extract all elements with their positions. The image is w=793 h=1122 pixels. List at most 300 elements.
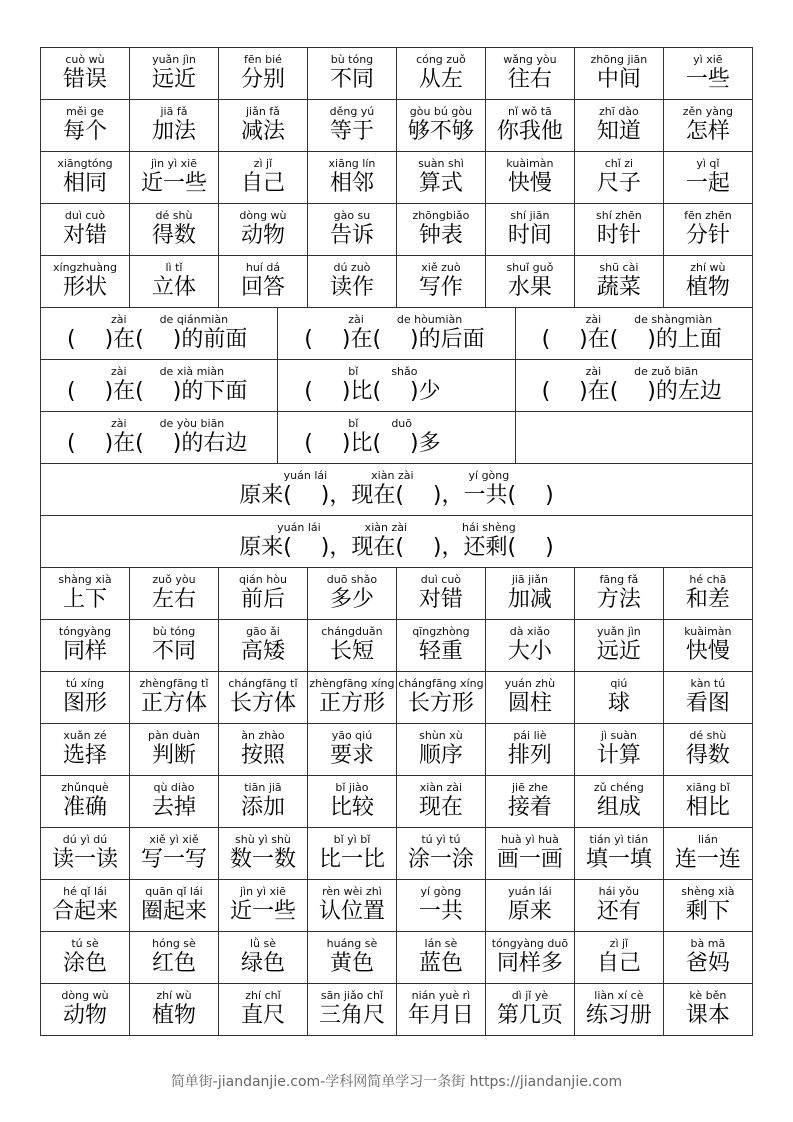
hanzi: 判断 xyxy=(151,743,196,768)
word-cell xyxy=(396,204,485,256)
word-cell xyxy=(396,256,485,308)
pinyin: kuàimàn xyxy=(684,625,732,638)
pinyin: zhī dào xyxy=(599,105,639,118)
hanzi: 动物 xyxy=(62,1003,107,1028)
word-cell xyxy=(574,776,663,828)
hanzi: 告诉 xyxy=(329,223,374,248)
word-cell xyxy=(307,48,396,100)
hanzi: 同样 xyxy=(62,639,107,664)
word-cell xyxy=(485,880,574,932)
word-cell xyxy=(396,828,485,880)
word-cell xyxy=(663,880,752,932)
hanzi: 剩下 xyxy=(685,899,730,924)
pinyin: tú yì tú xyxy=(421,833,461,846)
word-cell xyxy=(396,672,485,724)
hanzi: ( )在( )的左边 xyxy=(541,379,722,404)
hanzi: 一些 xyxy=(685,67,730,92)
hanzi: 相同 xyxy=(62,171,107,196)
word-cell xyxy=(485,100,574,152)
hanzi: 第几页 xyxy=(496,1003,563,1028)
hanzi: 合起来 xyxy=(51,899,118,924)
hanzi: 长方形 xyxy=(407,691,474,716)
word-cell xyxy=(41,100,130,152)
pinyin: bǐ duō xyxy=(348,417,413,430)
hanzi: 多少 xyxy=(329,587,374,612)
hanzi: 高矮 xyxy=(240,639,285,664)
word-cell xyxy=(574,880,663,932)
word-row xyxy=(41,100,753,152)
hanzi: ( )在( )的下面 xyxy=(67,379,248,404)
pinyin: lán sè xyxy=(424,937,458,950)
word-cell xyxy=(129,828,218,880)
hanzi: 得数 xyxy=(151,223,196,248)
word-row xyxy=(41,152,753,204)
word-cell xyxy=(396,100,485,152)
word-cell xyxy=(129,984,218,1036)
pinyin: shū cài xyxy=(599,261,639,274)
word-cell xyxy=(218,152,307,204)
hanzi: 蓝色 xyxy=(418,951,463,976)
pinyin: gòu bú gòu xyxy=(409,105,473,118)
pinyin: yuán lái xiàn zài hái shèng xyxy=(277,521,516,534)
word-cell xyxy=(129,204,218,256)
hanzi: 回答 xyxy=(240,275,285,300)
pinyin: tóngyàng duō xyxy=(491,937,569,950)
hanzi: 涂色 xyxy=(62,951,107,976)
word-cell xyxy=(218,568,307,620)
hanzi: 形状 xyxy=(62,275,107,300)
word-cell xyxy=(396,984,485,1036)
hanzi: 黄色 xyxy=(329,951,374,976)
hanzi: 不同 xyxy=(329,67,374,92)
hanzi: 添加 xyxy=(240,795,285,820)
pinyin: dú zuò xyxy=(333,261,371,274)
hanzi: 蔬菜 xyxy=(596,275,641,300)
pinyin xyxy=(516,418,752,430)
word-cell xyxy=(41,724,130,776)
pinyin: cóng zuǒ xyxy=(416,53,466,66)
phrase-cell xyxy=(515,308,752,360)
hanzi: 远近 xyxy=(596,639,641,664)
word-cell xyxy=(41,48,130,100)
word-cell xyxy=(218,620,307,672)
pinyin: nǐ wǒ tā xyxy=(508,105,552,118)
vocabulary-table-body xyxy=(41,48,753,1036)
pinyin: qīngzhòng xyxy=(412,625,470,638)
hanzi: ( )在( )的上面 xyxy=(541,327,722,352)
pinyin: zhí chǐ xyxy=(245,989,281,1002)
pinyin: bǐ shǎo xyxy=(348,365,418,378)
pinyin: zhí wù xyxy=(690,261,726,274)
word-cell xyxy=(663,828,752,880)
pinyin: duì cuò xyxy=(64,209,106,222)
hanzi: 圆柱 xyxy=(507,691,552,716)
pinyin: yuán lái xyxy=(508,885,552,898)
word-cell xyxy=(396,724,485,776)
word-cell xyxy=(485,672,574,724)
word-cell xyxy=(307,100,396,152)
phrase-cell xyxy=(515,412,752,464)
word-row xyxy=(41,568,753,620)
hanzi: 怎样 xyxy=(685,119,730,144)
word-row xyxy=(41,724,753,776)
pinyin: shuǐ guǒ xyxy=(506,261,554,274)
hanzi: 爸妈 xyxy=(685,951,730,976)
pinyin: zhí wù xyxy=(156,989,192,1002)
word-cell xyxy=(307,152,396,204)
pinyin: bǐ yì bǐ xyxy=(333,833,371,846)
pinyin: chángduǎn xyxy=(321,625,383,638)
pinyin: zhǔnquè xyxy=(61,781,109,794)
word-cell xyxy=(663,984,752,1036)
hanzi: 原来( )，现在( )，还剩( ) xyxy=(239,535,554,560)
pinyin: tú xíng xyxy=(65,677,105,690)
vocabulary-table xyxy=(40,47,753,1036)
word-cell xyxy=(396,568,485,620)
word-cell xyxy=(485,776,574,828)
hanzi: 前后 xyxy=(240,587,285,612)
word-row xyxy=(41,880,753,932)
word-cell xyxy=(485,204,574,256)
pinyin: zěn yàng xyxy=(682,105,733,118)
phrase-cell xyxy=(515,360,752,412)
word-cell xyxy=(307,620,396,672)
pinyin: wǎng yòu xyxy=(503,53,557,66)
word-cell xyxy=(663,932,752,984)
pinyin: dé shù xyxy=(155,209,193,222)
pinyin: qián hòu xyxy=(239,573,287,586)
word-cell xyxy=(307,932,396,984)
word-cell xyxy=(574,724,663,776)
pinyin: shù yì shù xyxy=(235,833,291,846)
pinyin: shèng xià xyxy=(681,885,735,898)
hanzi: 按照 xyxy=(240,743,285,768)
word-cell xyxy=(663,620,752,672)
pinyin: dé shù xyxy=(689,729,727,742)
pinyin: duì cuò xyxy=(420,573,462,586)
hanzi: 写一写 xyxy=(140,847,207,872)
pinyin: xuǎn zé xyxy=(63,729,107,742)
hanzi: 对错 xyxy=(418,587,463,612)
phrase-row xyxy=(41,412,753,464)
pinyin: chángfāng xíng xyxy=(398,677,484,690)
pinyin: dú yì dú xyxy=(62,833,108,846)
pinyin: bù tóng xyxy=(330,53,374,66)
word-cell xyxy=(396,932,485,984)
word-cell xyxy=(574,204,663,256)
hanzi: 等于 xyxy=(329,119,374,144)
pinyin: qiú xyxy=(610,677,628,690)
word-row xyxy=(41,776,753,828)
word-cell xyxy=(218,880,307,932)
word-cell xyxy=(663,204,752,256)
hanzi: 往右 xyxy=(507,67,552,92)
word-cell xyxy=(218,724,307,776)
word-cell xyxy=(307,984,396,1036)
hanzi: 填一填 xyxy=(585,847,652,872)
pinyin: xiāng lín xyxy=(328,157,376,170)
pinyin: zài de shàngmiàn xyxy=(585,313,713,326)
word-cell xyxy=(574,152,663,204)
word-cell xyxy=(663,724,752,776)
hanzi: ( )比( )多 xyxy=(304,431,441,456)
hanzi: 植物 xyxy=(151,1003,196,1028)
hanzi: 加减 xyxy=(507,587,552,612)
word-cell xyxy=(218,48,307,100)
hanzi: 对错 xyxy=(62,223,107,248)
hanzi: 大小 xyxy=(507,639,552,664)
hanzi: 年月日 xyxy=(407,1003,474,1028)
pinyin: fēn zhēn xyxy=(684,209,732,222)
word-cell xyxy=(574,984,663,1036)
word-cell xyxy=(663,100,752,152)
word-cell xyxy=(41,932,130,984)
hanzi: 计算 xyxy=(596,743,641,768)
hanzi: 够不够 xyxy=(407,119,474,144)
word-cell xyxy=(41,256,130,308)
word-cell xyxy=(307,256,396,308)
phrase-cell xyxy=(278,412,515,464)
word-cell xyxy=(663,568,752,620)
pinyin: fāng fǎ xyxy=(599,573,639,586)
pinyin: qù diào xyxy=(153,781,195,794)
pinyin: pàn duàn xyxy=(148,729,200,742)
hanzi: 图形 xyxy=(62,691,107,716)
word-cell xyxy=(41,620,130,672)
word-cell xyxy=(129,152,218,204)
phrase-cell xyxy=(41,360,278,412)
hanzi: 算式 xyxy=(418,171,463,196)
hanzi: 原来( )，现在( )，一共( ) xyxy=(239,483,554,508)
hanzi: 球 xyxy=(607,691,630,716)
pinyin: bù tóng xyxy=(152,625,196,638)
hanzi: 数一数 xyxy=(229,847,296,872)
word-cell xyxy=(485,828,574,880)
word-cell xyxy=(574,568,663,620)
word-cell xyxy=(218,776,307,828)
hanzi: 接着 xyxy=(507,795,552,820)
word-cell xyxy=(307,568,396,620)
pinyin: dòng wù xyxy=(239,209,287,222)
hanzi: 近一些 xyxy=(140,171,207,196)
pinyin: tú sè xyxy=(71,937,99,950)
pinyin: měi ge xyxy=(66,105,104,118)
word-row xyxy=(41,828,753,880)
hanzi: 方法 xyxy=(596,587,641,612)
pinyin: zài de xià miàn xyxy=(111,365,225,378)
pinyin: tiān jiā xyxy=(244,781,282,794)
pinyin: hái yǒu xyxy=(598,885,640,898)
word-cell xyxy=(574,100,663,152)
word-cell xyxy=(574,620,663,672)
word-cell xyxy=(396,776,485,828)
word-cell xyxy=(485,620,574,672)
phrase-cell xyxy=(41,308,278,360)
word-cell xyxy=(41,984,130,1036)
word-cell xyxy=(129,256,218,308)
pinyin: jiǎn fǎ xyxy=(245,105,280,118)
hanzi: 练习册 xyxy=(585,1003,652,1028)
word-cell xyxy=(218,984,307,1036)
hanzi: 每个 xyxy=(62,119,107,144)
hanzi: 认位置 xyxy=(318,899,385,924)
hanzi: 时针 xyxy=(596,223,641,248)
pinyin: shùn xù xyxy=(419,729,463,742)
pinyin: gāo ǎi xyxy=(246,625,280,638)
pinyin: jìn yì xiē xyxy=(239,885,286,898)
word-cell xyxy=(41,204,130,256)
word-cell xyxy=(396,880,485,932)
hanzi: 上下 xyxy=(62,587,107,612)
word-row xyxy=(41,48,753,100)
hanzi: 选择 xyxy=(62,743,107,768)
pinyin: zài de qiánmiàn xyxy=(111,313,229,326)
hanzi: 现在 xyxy=(418,795,463,820)
hanzi: 一起 xyxy=(685,171,730,196)
pinyin: kuàimàn xyxy=(506,157,554,170)
word-row xyxy=(41,204,753,256)
pinyin: zuǒ yòu xyxy=(152,573,196,586)
word-cell xyxy=(129,776,218,828)
word-cell xyxy=(129,100,218,152)
hanzi: 知道 xyxy=(596,119,641,144)
pinyin: zhōngbiǎo xyxy=(412,209,470,222)
pinyin: zǔ chéng xyxy=(593,781,644,794)
pinyin: jiā jiǎn xyxy=(511,573,548,586)
pinyin: hóng sè xyxy=(152,937,196,950)
hanzi: 正方体 xyxy=(140,691,207,716)
word-cell xyxy=(663,672,752,724)
hanzi: 涂一涂 xyxy=(407,847,474,872)
hanzi: 立体 xyxy=(151,275,196,300)
hanzi: 从左 xyxy=(418,67,463,92)
hanzi: 长短 xyxy=(329,639,374,664)
hanzi: 画一画 xyxy=(496,847,563,872)
hanzi: 不同 xyxy=(151,639,196,664)
pinyin: dì jǐ yè xyxy=(511,989,549,1002)
pinyin: zài de yòu biān xyxy=(111,417,225,430)
pinyin: liàn xí cè xyxy=(594,989,644,1002)
pinyin: hé qǐ lái xyxy=(63,885,107,898)
sentence-cell xyxy=(41,464,753,516)
sentence-cell xyxy=(41,516,753,568)
pinyin: kè běn xyxy=(689,989,727,1002)
pinyin: huí dá xyxy=(245,261,281,274)
word-cell xyxy=(218,100,307,152)
phrase-cell xyxy=(278,360,515,412)
pinyin: yuǎn jìn xyxy=(152,53,196,66)
pinyin: jìn yì xiē xyxy=(150,157,197,170)
pinyin: yuǎn jìn xyxy=(597,625,641,638)
word-cell xyxy=(129,932,218,984)
hanzi: 中间 xyxy=(596,67,641,92)
word-cell xyxy=(396,152,485,204)
hanzi: 去掉 xyxy=(151,795,196,820)
hanzi: ( )在( )的前面 xyxy=(67,327,248,352)
word-cell xyxy=(485,48,574,100)
word-cell xyxy=(218,256,307,308)
hanzi: 读作 xyxy=(329,275,374,300)
pinyin: xiàn zài xyxy=(419,781,463,794)
phrase-cell xyxy=(41,412,278,464)
pinyin: zhèngfāng xíng xyxy=(309,677,395,690)
pinyin: chángfāng tǐ xyxy=(228,677,298,690)
hanzi: 近一些 xyxy=(229,899,296,924)
hanzi: 一共 xyxy=(418,899,463,924)
hanzi: ( )在( )的右边 xyxy=(67,431,248,456)
hanzi: ( )在( )的后面 xyxy=(304,327,485,352)
word-cell xyxy=(218,828,307,880)
hanzi: 写作 xyxy=(418,275,463,300)
pinyin: shí jiān xyxy=(510,209,550,222)
hanzi: 错误 xyxy=(62,67,107,92)
pinyin: xiāng bǐ xyxy=(685,781,730,794)
word-cell xyxy=(574,256,663,308)
word-cell xyxy=(129,880,218,932)
word-cell xyxy=(41,880,130,932)
word-row xyxy=(41,256,753,308)
pinyin: yuán lái xiàn zài yí gòng xyxy=(283,469,510,482)
phrase-cell xyxy=(278,308,515,360)
word-cell xyxy=(41,776,130,828)
hanzi: 课本 xyxy=(685,1003,730,1028)
pinyin: zhōng jiān xyxy=(590,53,648,66)
hanzi: 相邻 xyxy=(329,171,374,196)
hanzi: 组成 xyxy=(596,795,641,820)
pinyin: děng yú xyxy=(329,105,375,118)
word-cell xyxy=(485,984,574,1036)
word-row xyxy=(41,932,753,984)
word-cell xyxy=(485,932,574,984)
sentence-row xyxy=(41,516,753,568)
hanzi: 比较 xyxy=(329,795,374,820)
pinyin: sān jiǎo chǐ xyxy=(320,989,383,1002)
hanzi: 时间 xyxy=(507,223,552,248)
hanzi: 还有 xyxy=(596,899,641,924)
pinyin: suàn shì xyxy=(418,157,464,170)
pinyin: àn zhào xyxy=(241,729,285,742)
word-cell xyxy=(129,568,218,620)
hanzi: 自己 xyxy=(240,171,285,196)
pinyin: jiē zhe xyxy=(511,781,548,794)
hanzi: 轻重 xyxy=(418,639,463,664)
pinyin: zài de hòumiàn xyxy=(348,313,463,326)
word-cell xyxy=(396,620,485,672)
word-cell xyxy=(129,724,218,776)
word-cell xyxy=(396,48,485,100)
word-cell xyxy=(41,672,130,724)
hanzi: 长方体 xyxy=(229,691,296,716)
word-cell xyxy=(663,776,752,828)
word-cell xyxy=(574,828,663,880)
pinyin: gào su xyxy=(333,209,371,222)
hanzi: 自己 xyxy=(596,951,641,976)
hanzi: 要求 xyxy=(329,743,374,768)
hanzi: 原来 xyxy=(507,899,552,924)
word-row xyxy=(41,620,753,672)
pinyin: zài de zuǒ biān xyxy=(585,365,699,378)
word-cell xyxy=(307,776,396,828)
word-cell xyxy=(574,932,663,984)
pinyin: yì qǐ xyxy=(696,157,720,170)
hanzi: 左右 xyxy=(151,587,196,612)
pinyin: cuò wù xyxy=(65,53,105,66)
hanzi: 读一读 xyxy=(51,847,118,872)
hanzi: 正方形 xyxy=(318,691,385,716)
hanzi: 看图 xyxy=(685,691,730,716)
pinyin: huà yì huà xyxy=(500,833,559,846)
pinyin: jiā fǎ xyxy=(160,105,188,118)
